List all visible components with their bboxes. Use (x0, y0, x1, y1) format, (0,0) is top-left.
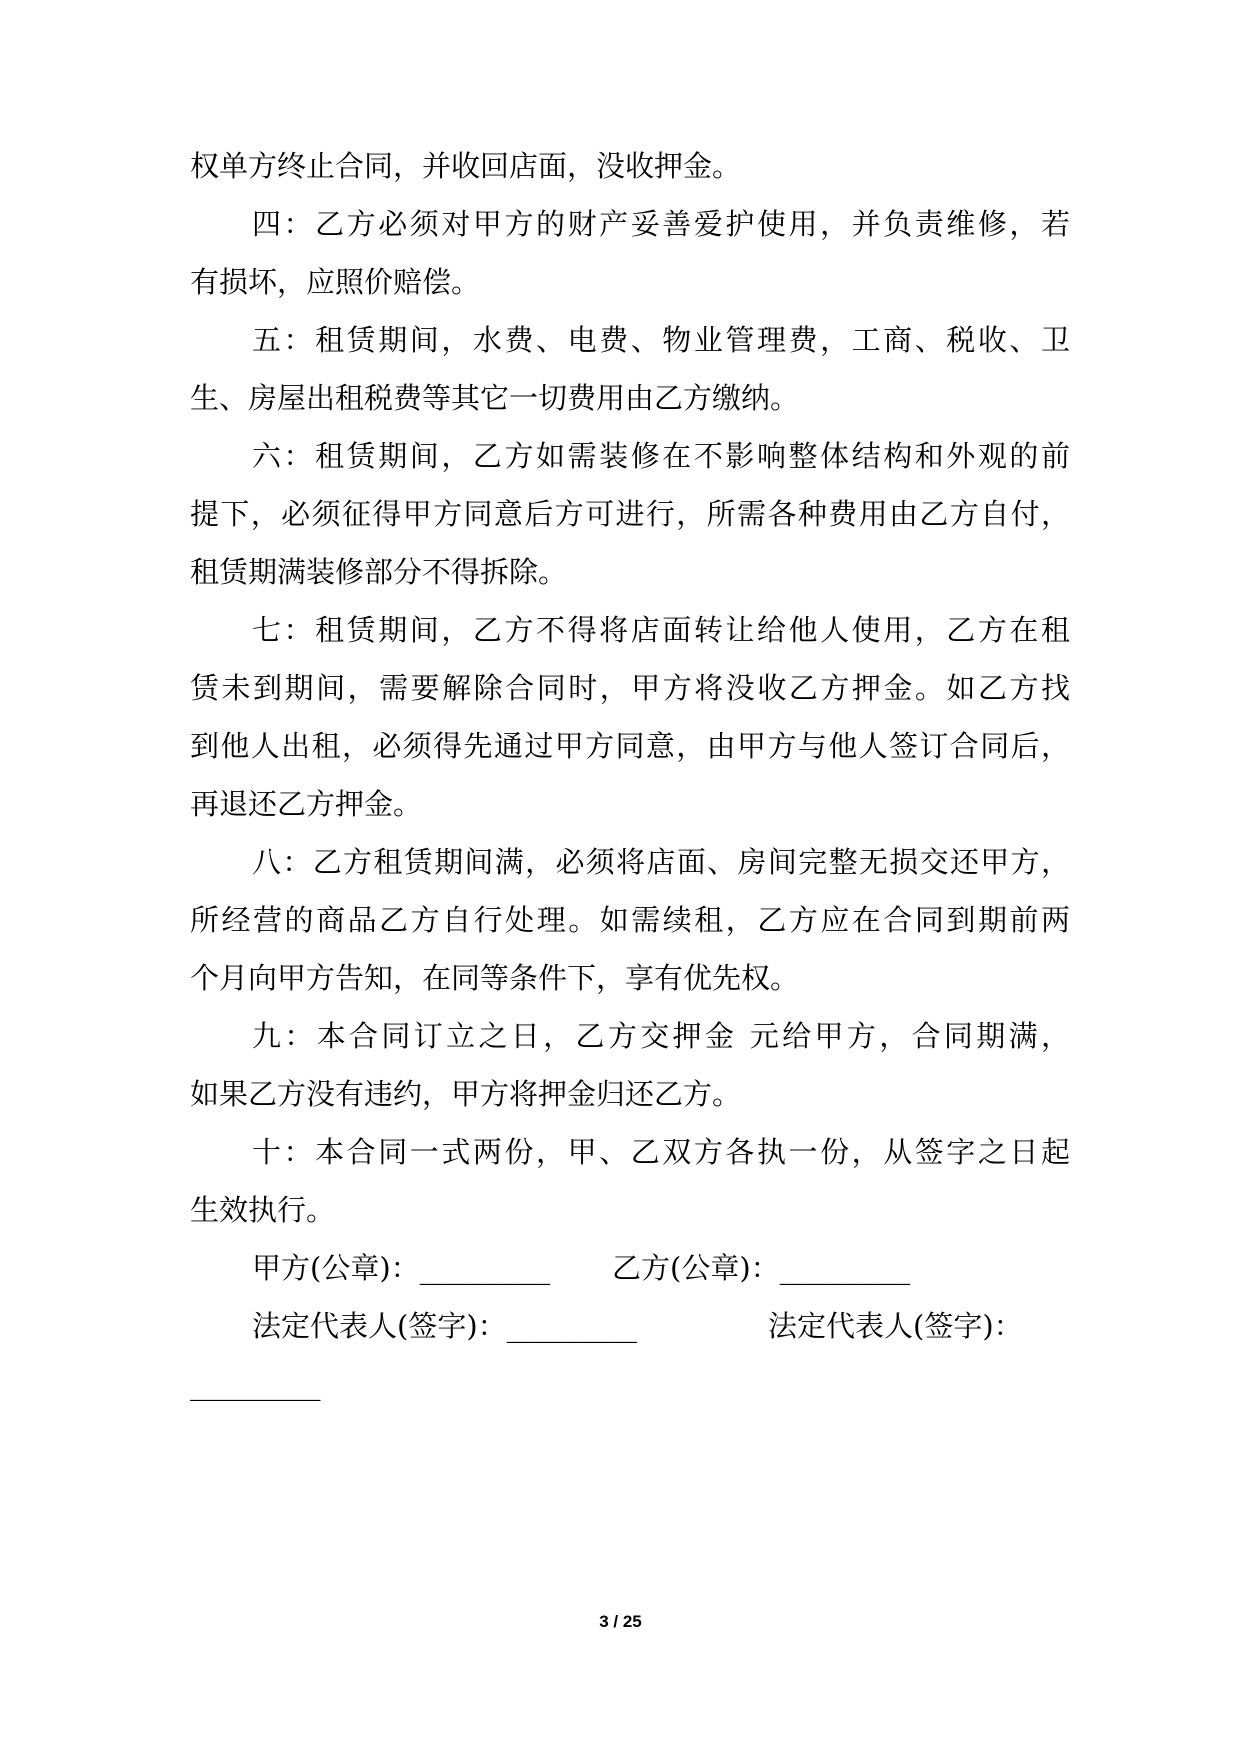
clause-5-line-2: 生、房屋出租税费等其它一切费用由乙方缴纳。 (190, 381, 800, 415)
clause-5-line-1: 五：租赁期间，水费、电费、物业管理费，工商、税收、卫 (252, 323, 1070, 357)
clause-6-line-3: 租赁期满装修部分不得拆除。 (190, 555, 568, 589)
clause-7-line-4: 再退还乙方押金。 (190, 787, 423, 821)
text-line-1: 权单方终止合同，并收回店面，没收押金。 (190, 149, 742, 183)
rep-b-signature-label: 法定代表人(签字)： (768, 1309, 1023, 1343)
rep-b-signature-blank: _________ (190, 1367, 321, 1401)
clause-4-line-1: 四：乙方必须对甲方的财产妥善爱护使用，并负责维修，若 (252, 207, 1070, 241)
clause-10-line-2: 生效执行。 (190, 1193, 336, 1227)
clause-9-line-1: 九：本合同订立之日，乙方交押金 元给甲方，合同期满， (252, 1019, 1070, 1053)
page-number: 3 / 25 (599, 1612, 642, 1631)
rep-a-signature-field: 法定代表人(签字)：_________ (252, 1309, 638, 1343)
party-b-seal-field: 乙方(公章)：_________ (612, 1251, 911, 1285)
clause-6-line-2: 提下，必须征得甲方同意后方可进行，所需各种费用由乙方自付， (190, 497, 1070, 531)
clause-8-line-3: 个月向甲方告知，在同等条件下，享有优先权。 (190, 961, 800, 995)
clause-8-line-1: 八：乙方租赁期间满，必须将店面、房间完整无损交还甲方， (252, 845, 1070, 879)
clause-9-line-2: 如果乙方没有违约，甲方将押金归还乙方。 (190, 1077, 742, 1111)
party-a-seal-field: 甲方(公章)：_________ (252, 1251, 551, 1285)
clause-10-line-1: 十：本合同一式两份，甲、乙双方各执一份，从签字之日起 (252, 1135, 1070, 1169)
clause-6-line-1: 六：租赁期间，乙方如需装修在不影响整体结构和外观的前 (252, 439, 1070, 473)
clause-7-line-1: 七：租赁期间，乙方不得将店面转让给他人使用，乙方在租 (252, 613, 1070, 647)
clause-7-line-2: 赁未到期间，需要解除合同时，甲方将没收乙方押金。如乙方找 (190, 671, 1070, 705)
clause-8-line-2: 所经营的商品乙方自行处理。如需续租，乙方应在合同到期前两 (190, 903, 1070, 937)
clause-7-line-3: 到他人出租，必须得先通过甲方同意，由甲方与他人签订合同后， (190, 729, 1070, 763)
clause-4-line-2: 有损坏，应照价赔偿。 (190, 265, 481, 299)
